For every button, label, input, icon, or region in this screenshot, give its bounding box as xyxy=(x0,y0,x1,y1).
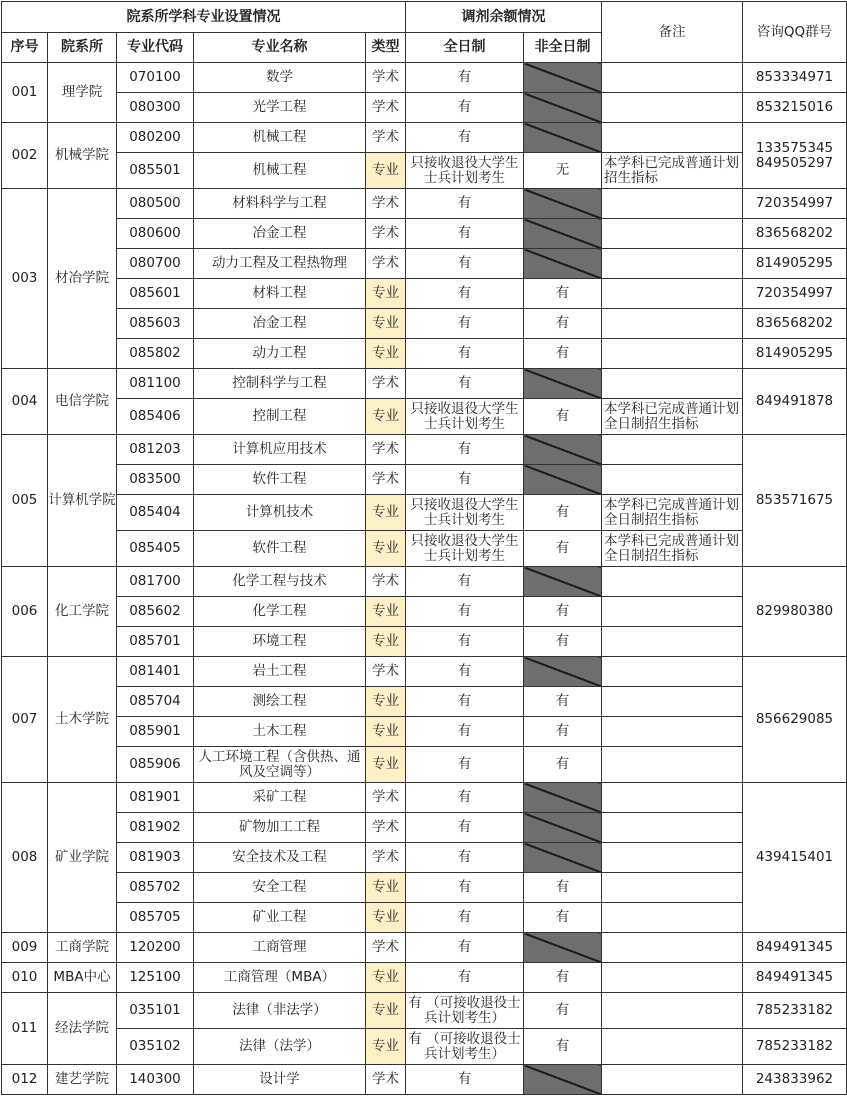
fulltime-cell: 有 xyxy=(406,567,524,597)
type-cell: 专业 xyxy=(366,399,406,435)
qq-cell: 814905295 xyxy=(743,339,847,369)
table-row xyxy=(2,399,847,435)
code-cell: 085701 xyxy=(117,627,194,657)
qq-cell: 849491345 xyxy=(743,963,847,993)
fulltime-cell: 有 xyxy=(406,963,524,993)
dept-cell: 建艺学院 xyxy=(48,1065,117,1095)
table-row xyxy=(2,813,847,843)
fulltime-cell: 有 xyxy=(406,249,524,279)
table-row xyxy=(2,63,847,93)
table-row xyxy=(2,687,847,717)
qq-cell: 439415401 xyxy=(743,783,847,933)
parttime-cell: 有 xyxy=(524,1029,602,1065)
name-cell: 机械工程 xyxy=(194,153,366,189)
note-cell xyxy=(602,249,743,279)
type-cell: 学术 xyxy=(366,189,406,219)
type-cell: 学术 xyxy=(366,63,406,93)
fulltime-cell: 有 xyxy=(406,903,524,933)
type-cell: 专业 xyxy=(366,597,406,627)
name-cell: 化学工程 xyxy=(194,597,366,627)
type-cell: 专业 xyxy=(366,687,406,717)
header-dept: 院系所 xyxy=(48,33,117,63)
fulltime-cell: 有 xyxy=(406,933,524,963)
table-row xyxy=(2,783,847,813)
qq-cell: 785233182 xyxy=(743,1029,847,1065)
table-row xyxy=(2,279,847,309)
qq-cell: 836568202 xyxy=(743,309,847,339)
dept-cell: 理学院 xyxy=(48,63,117,123)
code-cell: 085406 xyxy=(117,399,194,435)
fulltime-cell: 有 xyxy=(406,123,524,153)
seq-cell: 006 xyxy=(2,567,48,657)
fulltime-cell: 有 xyxy=(406,93,524,123)
parttime-unavailable-cell xyxy=(524,657,602,687)
dept-cell: 机械学院 xyxy=(48,123,117,189)
type-cell: 专业 xyxy=(366,1029,406,1065)
parttime-cell: 有 xyxy=(524,963,602,993)
name-cell: 法律（法学） xyxy=(194,1029,366,1065)
seq-cell: 007 xyxy=(2,657,48,783)
table-row xyxy=(2,657,847,687)
table-row xyxy=(2,435,847,465)
table-row xyxy=(2,597,847,627)
type-cell: 专业 xyxy=(366,963,406,993)
fulltime-cell: 有 xyxy=(406,465,524,495)
seq-cell: 002 xyxy=(2,123,48,189)
code-cell: 140300 xyxy=(117,1065,194,1095)
note-cell xyxy=(602,279,743,309)
fulltime-cell: 有 xyxy=(406,717,524,747)
type-cell: 学术 xyxy=(366,843,406,873)
parttime-unavailable-cell xyxy=(524,567,602,597)
fulltime-cell: 有 xyxy=(406,783,524,813)
note-cell xyxy=(602,1029,743,1065)
table-row xyxy=(2,465,847,495)
name-cell: 矿业工程 xyxy=(194,903,366,933)
header-name: 专业名称 xyxy=(194,33,366,63)
table-row xyxy=(2,153,847,189)
admission-table xyxy=(1,1,847,1095)
parttime-cell: 有 xyxy=(524,597,602,627)
table-row xyxy=(2,993,847,1029)
qq-cell: 849491345 xyxy=(743,933,847,963)
dept-cell: 经法学院 xyxy=(48,993,117,1065)
header-quota: 调剂余额情况 xyxy=(406,2,602,33)
name-cell: 法律（非法学） xyxy=(194,993,366,1029)
code-cell: 081700 xyxy=(117,567,194,597)
parttime-unavailable-cell xyxy=(524,123,602,153)
note-cell xyxy=(602,627,743,657)
code-cell: 125100 xyxy=(117,963,194,993)
code-cell: 081100 xyxy=(117,369,194,399)
header-seq: 序号 xyxy=(2,33,48,63)
name-cell: 机械工程 xyxy=(194,123,366,153)
code-cell: 070100 xyxy=(117,63,194,93)
code-cell: 085602 xyxy=(117,597,194,627)
table-row xyxy=(2,567,847,597)
type-cell: 学术 xyxy=(366,783,406,813)
parttime-cell: 有 xyxy=(524,495,602,531)
parttime-cell: 有 xyxy=(524,339,602,369)
fulltime-cell: 有 xyxy=(406,369,524,399)
table-row xyxy=(2,189,847,219)
parttime-unavailable-cell xyxy=(524,249,602,279)
parttime-cell: 无 xyxy=(524,153,602,189)
type-cell: 学术 xyxy=(366,567,406,597)
table-row xyxy=(2,747,847,783)
fulltime-cell: 有 xyxy=(406,843,524,873)
type-cell: 学术 xyxy=(366,813,406,843)
fulltime-cell: 有 （可接收退役士兵计划考生） xyxy=(406,1029,524,1065)
table-row xyxy=(2,963,847,993)
name-cell: 人工环境工程（含供热、通风及空调等） xyxy=(194,747,366,783)
code-cell: 081902 xyxy=(117,813,194,843)
code-cell: 083500 xyxy=(117,465,194,495)
type-cell: 专业 xyxy=(366,993,406,1029)
fulltime-cell: 有 xyxy=(406,873,524,903)
code-cell: 085501 xyxy=(117,153,194,189)
fulltime-cell: 只接收退役大学生士兵计划考生 xyxy=(406,531,524,567)
note-cell xyxy=(602,717,743,747)
code-cell: 080200 xyxy=(117,123,194,153)
code-cell: 081203 xyxy=(117,435,194,465)
parttime-cell: 有 xyxy=(524,873,602,903)
seq-cell: 001 xyxy=(2,63,48,123)
table-row xyxy=(2,309,847,339)
code-cell: 085705 xyxy=(117,903,194,933)
table-row xyxy=(2,843,847,873)
name-cell: 设计学 xyxy=(194,1065,366,1095)
name-cell: 软件工程 xyxy=(194,531,366,567)
name-cell: 工商管理 xyxy=(194,933,366,963)
dept-cell: 电信学院 xyxy=(48,369,117,435)
parttime-unavailable-cell xyxy=(524,1065,602,1095)
name-cell: 测绘工程 xyxy=(194,687,366,717)
parttime-unavailable-cell xyxy=(524,933,602,963)
header-major-settings: 院系所学科专业设置情况 xyxy=(2,2,406,33)
parttime-cell: 有 xyxy=(524,717,602,747)
name-cell: 采矿工程 xyxy=(194,783,366,813)
note-cell: 本学科已完成普通计划全日制招生指标 xyxy=(602,399,743,435)
seq-cell: 012 xyxy=(2,1065,48,1095)
note-cell xyxy=(602,1065,743,1095)
note-cell xyxy=(602,189,743,219)
table-row xyxy=(2,1029,847,1065)
type-cell: 专业 xyxy=(366,153,406,189)
parttime-unavailable-cell xyxy=(524,219,602,249)
qq-cell: 133575345 849505297 xyxy=(743,123,847,189)
note-cell xyxy=(602,369,743,399)
code-cell: 085704 xyxy=(117,687,194,717)
name-cell: 动力工程 xyxy=(194,339,366,369)
name-cell: 化学工程与技术 xyxy=(194,567,366,597)
dept-cell: 计算机学院 xyxy=(48,435,117,567)
note-cell: 本学科已完成普通计划全日制招生指标 xyxy=(602,495,743,531)
parttime-cell: 有 xyxy=(524,993,602,1029)
dept-cell: 材冶学院 xyxy=(48,189,117,369)
code-cell: 085906 xyxy=(117,747,194,783)
note-cell xyxy=(602,903,743,933)
seq-cell: 008 xyxy=(2,783,48,933)
header-parttime: 非全日制 xyxy=(524,33,602,63)
code-cell: 080500 xyxy=(117,189,194,219)
header-note: 备注 xyxy=(602,2,743,63)
parttime-unavailable-cell xyxy=(524,783,602,813)
fulltime-cell: 有 xyxy=(406,687,524,717)
qq-cell: 785233182 xyxy=(743,993,847,1029)
type-cell: 学术 xyxy=(366,933,406,963)
table-row xyxy=(2,93,847,123)
type-cell: 专业 xyxy=(366,309,406,339)
qq-cell: 243833962 xyxy=(743,1065,847,1095)
qq-cell: 853215016 xyxy=(743,93,847,123)
note-cell xyxy=(602,339,743,369)
type-cell: 专业 xyxy=(366,717,406,747)
table-body xyxy=(2,63,847,1095)
parttime-unavailable-cell xyxy=(524,93,602,123)
seq-cell: 010 xyxy=(2,963,48,993)
qq-cell: 856629085 xyxy=(743,657,847,783)
type-cell: 专业 xyxy=(366,903,406,933)
fulltime-cell: 有 xyxy=(406,189,524,219)
parttime-unavailable-cell xyxy=(524,813,602,843)
parttime-unavailable-cell xyxy=(524,369,602,399)
qq-cell: 853571675 xyxy=(743,435,847,567)
note-cell xyxy=(602,219,743,249)
header-qq: 咨询QQ群号 xyxy=(743,2,847,63)
note-cell xyxy=(602,123,743,153)
qq-cell: 829980380 xyxy=(743,567,847,657)
type-cell: 学术 xyxy=(366,369,406,399)
note-cell xyxy=(602,63,743,93)
type-cell: 学术 xyxy=(366,123,406,153)
name-cell: 安全工程 xyxy=(194,873,366,903)
table-row xyxy=(2,933,847,963)
name-cell: 软件工程 xyxy=(194,465,366,495)
fulltime-cell: 有 xyxy=(406,657,524,687)
parttime-cell: 有 xyxy=(524,687,602,717)
fulltime-cell: 只接收退役大学生士兵计划考生 xyxy=(406,153,524,189)
table-row xyxy=(2,123,847,153)
code-cell: 035102 xyxy=(117,1029,194,1065)
fulltime-cell: 有 xyxy=(406,627,524,657)
code-cell: 085802 xyxy=(117,339,194,369)
code-cell: 080700 xyxy=(117,249,194,279)
note-cell xyxy=(602,747,743,783)
code-cell: 081903 xyxy=(117,843,194,873)
table-row xyxy=(2,717,847,747)
code-cell: 085405 xyxy=(117,531,194,567)
name-cell: 数学 xyxy=(194,63,366,93)
parttime-unavailable-cell xyxy=(524,63,602,93)
dept-cell: 工商学院 xyxy=(48,933,117,963)
note-cell xyxy=(602,993,743,1029)
fulltime-cell: 有 xyxy=(406,219,524,249)
name-cell: 环境工程 xyxy=(194,627,366,657)
fulltime-cell: 只接收退役大学生士兵计划考生 xyxy=(406,495,524,531)
fulltime-cell: 有 xyxy=(406,813,524,843)
fulltime-cell: 有 （可接收退役士兵计划考生） xyxy=(406,993,524,1029)
code-cell: 081901 xyxy=(117,783,194,813)
note-cell xyxy=(602,567,743,597)
fulltime-cell: 有 xyxy=(406,339,524,369)
code-cell: 081401 xyxy=(117,657,194,687)
note-cell xyxy=(602,657,743,687)
header-code: 专业代码 xyxy=(117,33,194,63)
name-cell: 材料科学与工程 xyxy=(194,189,366,219)
table-row xyxy=(2,1065,847,1095)
name-cell: 光学工程 xyxy=(194,93,366,123)
parttime-cell: 有 xyxy=(524,903,602,933)
name-cell: 控制科学与工程 xyxy=(194,369,366,399)
type-cell: 学术 xyxy=(366,219,406,249)
parttime-unavailable-cell xyxy=(524,843,602,873)
qq-cell: 814905295 xyxy=(743,249,847,279)
parttime-cell: 有 xyxy=(524,399,602,435)
type-cell: 专业 xyxy=(366,747,406,783)
fulltime-cell: 有 xyxy=(406,63,524,93)
parttime-cell: 有 xyxy=(524,627,602,657)
type-cell: 学术 xyxy=(366,93,406,123)
seq-cell: 011 xyxy=(2,993,48,1065)
note-cell xyxy=(602,465,743,495)
fulltime-cell: 有 xyxy=(406,597,524,627)
fulltime-cell: 有 xyxy=(406,1065,524,1095)
note-cell xyxy=(602,597,743,627)
name-cell: 冶金工程 xyxy=(194,219,366,249)
fulltime-cell: 只接收退役大学生士兵计划考生 xyxy=(406,399,524,435)
qq-cell: 853334971 xyxy=(743,63,847,93)
dept-cell: 化工学院 xyxy=(48,567,117,657)
parttime-unavailable-cell xyxy=(524,189,602,219)
name-cell: 材料工程 xyxy=(194,279,366,309)
parttime-unavailable-cell xyxy=(524,435,602,465)
type-cell: 专业 xyxy=(366,873,406,903)
type-cell: 学术 xyxy=(366,249,406,279)
type-cell: 学术 xyxy=(366,657,406,687)
parttime-cell: 有 xyxy=(524,531,602,567)
parttime-cell: 有 xyxy=(524,309,602,339)
name-cell: 工商管理（MBA） xyxy=(194,963,366,993)
name-cell: 安全技术及工程 xyxy=(194,843,366,873)
qq-cell: 836568202 xyxy=(743,219,847,249)
type-cell: 学术 xyxy=(366,435,406,465)
note-cell: 本学科已完成普通计划全日制招生指标 xyxy=(602,531,743,567)
code-cell: 080600 xyxy=(117,219,194,249)
code-cell: 085603 xyxy=(117,309,194,339)
header-fulltime: 全日制 xyxy=(406,33,524,63)
fulltime-cell: 有 xyxy=(406,435,524,465)
table-row xyxy=(2,873,847,903)
code-cell: 085404 xyxy=(117,495,194,531)
note-cell xyxy=(602,435,743,465)
code-cell: 085702 xyxy=(117,873,194,903)
type-cell: 专业 xyxy=(366,531,406,567)
type-cell: 专业 xyxy=(366,495,406,531)
table-row xyxy=(2,219,847,249)
table-row xyxy=(2,249,847,279)
code-cell: 085901 xyxy=(117,717,194,747)
parttime-unavailable-cell xyxy=(524,465,602,495)
note-cell xyxy=(602,813,743,843)
name-cell: 动力工程及工程热物理 xyxy=(194,249,366,279)
note-cell xyxy=(602,843,743,873)
note-cell: 本学科已完成普通计划招生指标 xyxy=(602,153,743,189)
fulltime-cell: 有 xyxy=(406,747,524,783)
parttime-cell: 有 xyxy=(524,747,602,783)
seq-cell: 004 xyxy=(2,369,48,435)
note-cell xyxy=(602,783,743,813)
seq-cell: 009 xyxy=(2,933,48,963)
type-cell: 学术 xyxy=(366,1065,406,1095)
note-cell xyxy=(602,933,743,963)
fulltime-cell: 有 xyxy=(406,309,524,339)
name-cell: 控制工程 xyxy=(194,399,366,435)
dept-cell: 土木学院 xyxy=(48,657,117,783)
qq-cell: 720354997 xyxy=(743,279,847,309)
type-cell: 专业 xyxy=(366,279,406,309)
note-cell xyxy=(602,309,743,339)
name-cell: 计算机技术 xyxy=(194,495,366,531)
note-cell xyxy=(602,687,743,717)
name-cell: 矿物加工工程 xyxy=(194,813,366,843)
parttime-cell: 有 xyxy=(524,279,602,309)
table-row xyxy=(2,495,847,531)
seq-cell: 003 xyxy=(2,189,48,369)
table-row xyxy=(2,531,847,567)
name-cell: 冶金工程 xyxy=(194,309,366,339)
seq-cell: 005 xyxy=(2,435,48,567)
note-cell xyxy=(602,93,743,123)
table-row xyxy=(2,369,847,399)
qq-cell: 720354997 xyxy=(743,189,847,219)
code-cell: 080300 xyxy=(117,93,194,123)
note-cell xyxy=(602,873,743,903)
name-cell: 土木工程 xyxy=(194,717,366,747)
code-cell: 085601 xyxy=(117,279,194,309)
code-cell: 035101 xyxy=(117,993,194,1029)
table-row xyxy=(2,627,847,657)
type-cell: 学术 xyxy=(366,465,406,495)
type-cell: 专业 xyxy=(366,339,406,369)
dept-cell: MBA中心 xyxy=(48,963,117,993)
header-type: 类型 xyxy=(366,33,406,63)
name-cell: 计算机应用技术 xyxy=(194,435,366,465)
dept-cell: 矿业学院 xyxy=(48,783,117,933)
table-row xyxy=(2,339,847,369)
note-cell xyxy=(602,963,743,993)
name-cell: 岩土工程 xyxy=(194,657,366,687)
qq-cell: 849491878 xyxy=(743,369,847,435)
type-cell: 专业 xyxy=(366,627,406,657)
code-cell: 120200 xyxy=(117,933,194,963)
fulltime-cell: 有 xyxy=(406,279,524,309)
table-row xyxy=(2,903,847,933)
